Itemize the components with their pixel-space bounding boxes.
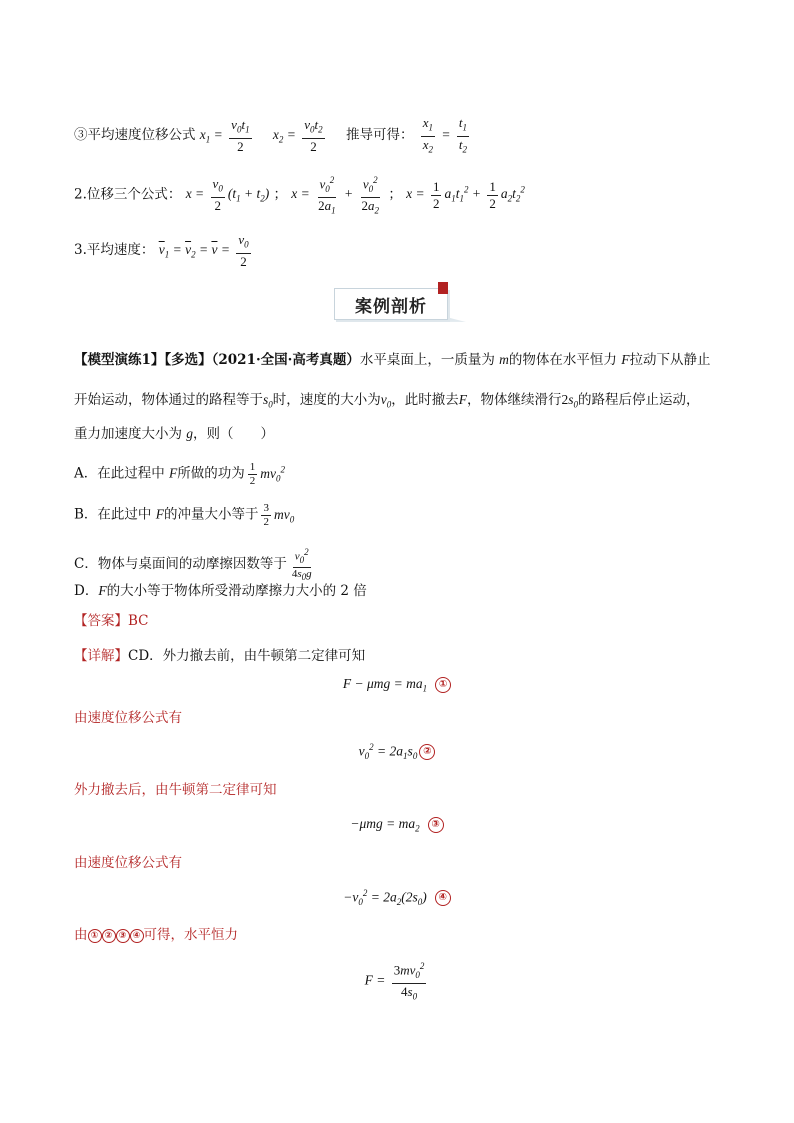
separator: ； (388, 186, 402, 203)
detail-text: 可得，水平恒力 (143, 927, 238, 943)
eq-disp-1: x = $\frac{v_0}{2}$ $(t_1 + t_2)$ (185, 176, 270, 214)
detail-intro-line (74, 646, 365, 666)
problem-text: 拉动下从静止 (629, 352, 711, 368)
equation-1: $F - \mu mg = ma_1$ ① (0, 676, 794, 694)
eq-disp-3: x = $\frac{1}{2}$ $a_1t_1^2$ + $\frac{1}{2}$ $a_2t_2^2$ (406, 178, 525, 211)
detail-label: 【详解】 (74, 648, 128, 664)
problem-text: 的路程后停止运动， (578, 392, 700, 408)
derive-label: 推导可得： (345, 127, 414, 144)
detail-step-1: 由速度位移公式有 (74, 710, 182, 726)
eq-x2: $x_2$ = $\frac{v_0t_2}{2}$ (272, 117, 323, 154)
option-b-expr: $\frac{3}{2}$ $mv_0$ (263, 502, 295, 528)
var-2s0: $2s_0$ (561, 392, 579, 410)
detail-step-3: 由速度位移公式有 (74, 855, 182, 871)
detail-text: 由 (74, 927, 88, 943)
option-text: B．在此过中 (74, 506, 152, 523)
problem-text: 时，速度的大小为 (272, 392, 381, 408)
var-F: F (155, 506, 164, 522)
problem-text: 的物体在水平恒力 (508, 352, 617, 368)
var-F: F (621, 352, 630, 367)
problem-text: 开始运动，物体通过的路程等于 (74, 392, 263, 408)
option-text: 所做的功为 (177, 465, 245, 482)
displacement-label: 2.位移三个公式： (74, 186, 182, 203)
option-b (74, 502, 294, 530)
separator: ； (273, 186, 287, 203)
option-d (74, 580, 367, 602)
var-F: F (458, 392, 468, 407)
option-c-expr: $\frac{v_0^2}{4s_0g}$ (291, 547, 312, 583)
answer-label: 【答案】 (74, 613, 128, 629)
avg-velocity-label: 3.平均速度： (74, 241, 155, 258)
problem-text: ，此时撤去 (391, 392, 459, 408)
marker-3: ③ (428, 817, 444, 833)
eq-avg-velocity: $\overline{v}_1 = \overline{v}_2 = \overline{v}$ = $\frac{v_0}{2}$ (158, 232, 249, 269)
formula-line-3 (74, 115, 472, 157)
problem-tag: 【模型演练1】【多选】（2021·全国·高考真题） (74, 352, 360, 368)
formula-line-avg-velocity (74, 232, 254, 270)
var-s0: $s_0$ (263, 392, 273, 410)
equation-5: F = $\frac{3mv_0^2}{4s_0}$ (0, 958, 794, 1005)
section-banner (330, 282, 470, 324)
marker-4: ④ (435, 890, 451, 906)
equation-4: $-v_0^2 = 2a_2(2s_0)$ ④ (0, 888, 794, 907)
detail-intro: CD．外力撤去前，由牛顿第二定律可知 (128, 648, 366, 664)
problem-line-1 (74, 350, 710, 370)
option-text: A．在此过程中 (74, 465, 165, 482)
problem-text: ，则（ ） (193, 426, 275, 442)
equation-3: $-\mu mg = ma_2$ ③ (0, 816, 794, 834)
option-text: C．物体与桌面间的动摩擦因数等于 (74, 556, 287, 573)
var-v0: $v_0$ (380, 392, 392, 410)
var-m: m (499, 352, 509, 367)
var-F: F (169, 465, 178, 481)
marker-2: ② (419, 744, 435, 760)
option-a (74, 458, 285, 489)
option-a-expr: $\frac{1}{2}$ $mv_0^2$ (249, 460, 286, 487)
answer-value: BC (128, 613, 149, 629)
problem-text: 水平桌面上，一质量为 (359, 352, 495, 368)
marker-3-ref: ③ (116, 929, 130, 943)
problem-line-3 (74, 424, 274, 444)
problem-line-2 (74, 390, 700, 415)
var-g: g (186, 426, 194, 441)
banner-title: 案例剖析 (334, 288, 448, 320)
equation-2: $v_0^2 = 2a_1s_0$ ② (0, 742, 794, 761)
problem-text: 重力加速度大小为 (74, 426, 182, 442)
answer-line (74, 611, 149, 631)
option-text: 的大小等于物体所受滑动摩擦力大小的 2 倍 (106, 583, 367, 599)
marker-1-ref: ① (88, 929, 102, 943)
option-c (74, 546, 317, 584)
var-F: F (98, 583, 107, 598)
detail-step-2: 外力撤去后，由牛顿第二定律可知 (74, 782, 277, 798)
marker-1: ① (435, 677, 451, 693)
formula-prefix: ③平均速度位移公式 (74, 127, 196, 144)
eq-x1: $x_1$ = $\frac{v_0t_1}{2}$ (199, 117, 250, 154)
detail-step-4 (74, 925, 238, 945)
eq-disp-2: x = $\frac{v_0^2}{2a_1}$ + $\frac{v_0^2}{2a_2}$ (291, 186, 384, 201)
option-text: D． (74, 583, 99, 599)
option-text: 的冲量大小等于 (163, 506, 259, 523)
problem-text: ，物体继续滑行 (467, 392, 562, 408)
formula-line-displacement (74, 172, 525, 219)
marker-4-ref: ④ (130, 929, 144, 943)
banner-red-mark (438, 282, 448, 294)
marker-2-ref: ② (102, 929, 116, 943)
eq-ratio: $\frac{x_1}{x_2}$ = $\frac{t_1}{t_2}$ (422, 115, 468, 155)
